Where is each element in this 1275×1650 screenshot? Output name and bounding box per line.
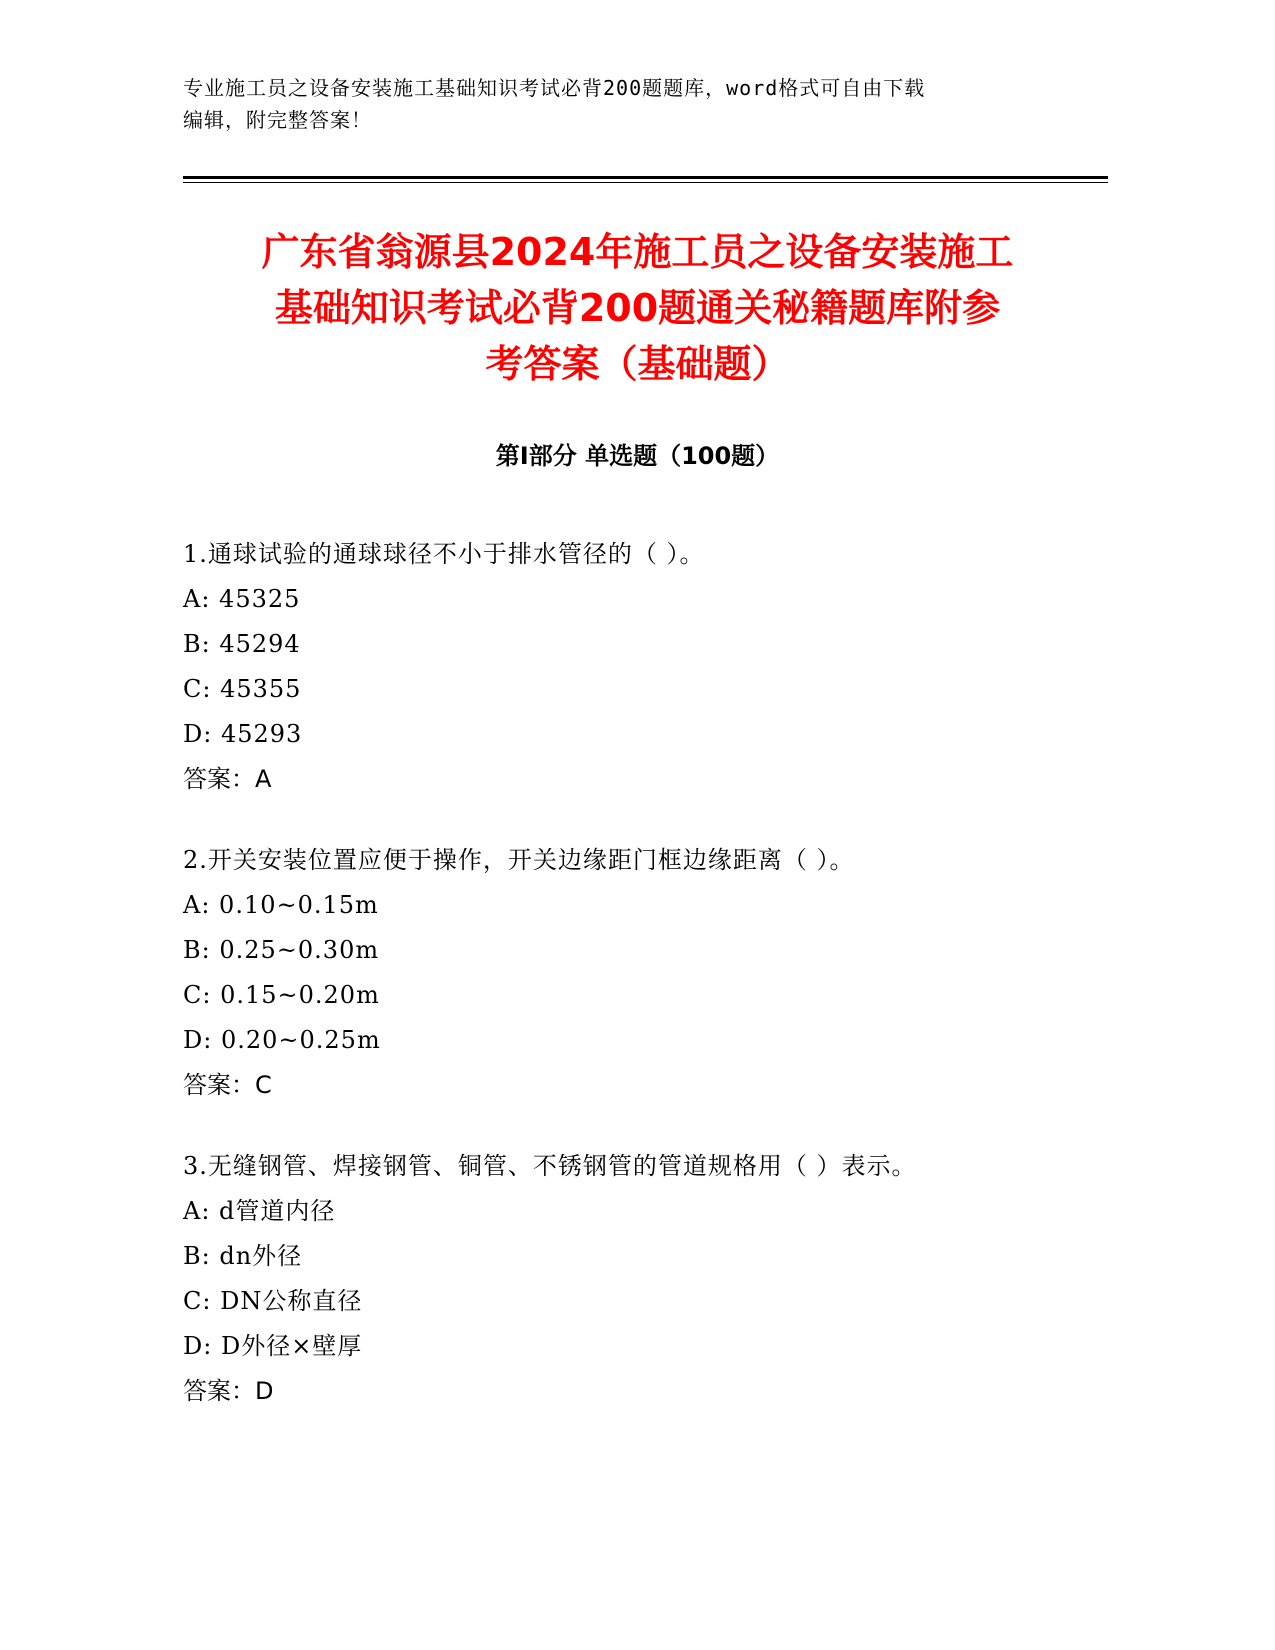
- header-note-line-1: 专业施工员之设备安装施工基础知识考试必背200题题库，word格式可自由下载: [183, 76, 926, 100]
- option-b: B: 45294: [183, 630, 301, 658]
- document-header-note: [183, 72, 1083, 136]
- option-a: A: 45325: [183, 585, 301, 613]
- option-a: A: d管道内径: [183, 1197, 336, 1225]
- question-1: [183, 532, 1103, 802]
- option-d: D: 45293: [183, 720, 303, 748]
- answer: 答案：C: [183, 1071, 272, 1099]
- option-b: B: 0.25~0.30m: [183, 936, 380, 964]
- option-c: C: 0.15~0.20m: [183, 981, 380, 1009]
- document-title: [160, 224, 1115, 392]
- header-divider-thin: [183, 182, 1108, 183]
- question-stem: 1.通球试验的通球球径不小于排水管径的（ ）。: [183, 540, 705, 568]
- document-title-line-2: 基础知识考试必背200题通关秘籍题库附参: [274, 286, 1001, 330]
- question-stem: 2.开关安装位置应便于操作，开关边缘距门框边缘距离（ ）。: [183, 846, 855, 874]
- option-c: C: 45355: [183, 675, 302, 703]
- option-b: B: dn外径: [183, 1242, 303, 1270]
- answer: 答案：A: [183, 765, 272, 793]
- section-title: 第Ⅰ部分 单选题（100题）: [495, 442, 780, 470]
- option-a: A: 0.10~0.15m: [183, 891, 379, 919]
- option-d: D: D外径×壁厚: [183, 1332, 363, 1360]
- option-d: D: 0.20~0.25m: [183, 1026, 381, 1054]
- document-title-line-1: 广东省翁源县2024年施工员之设备安装施工: [261, 230, 1014, 274]
- question-2: [183, 838, 1103, 1108]
- option-c: C: DN公称直径: [183, 1287, 363, 1315]
- header-note-line-2: 编辑，附完整答案！: [183, 108, 372, 132]
- answer: 答案：D: [183, 1377, 274, 1405]
- document-title-line-3: 考答案（基础题）: [485, 342, 790, 386]
- question-stem: 3.无缝钢管、焊接钢管、铜管、不锈钢管的管道规格用（ ）表示。: [183, 1152, 917, 1180]
- question-3: [183, 1144, 1103, 1414]
- question-list: [183, 532, 1103, 1450]
- header-divider-thick: [183, 176, 1108, 179]
